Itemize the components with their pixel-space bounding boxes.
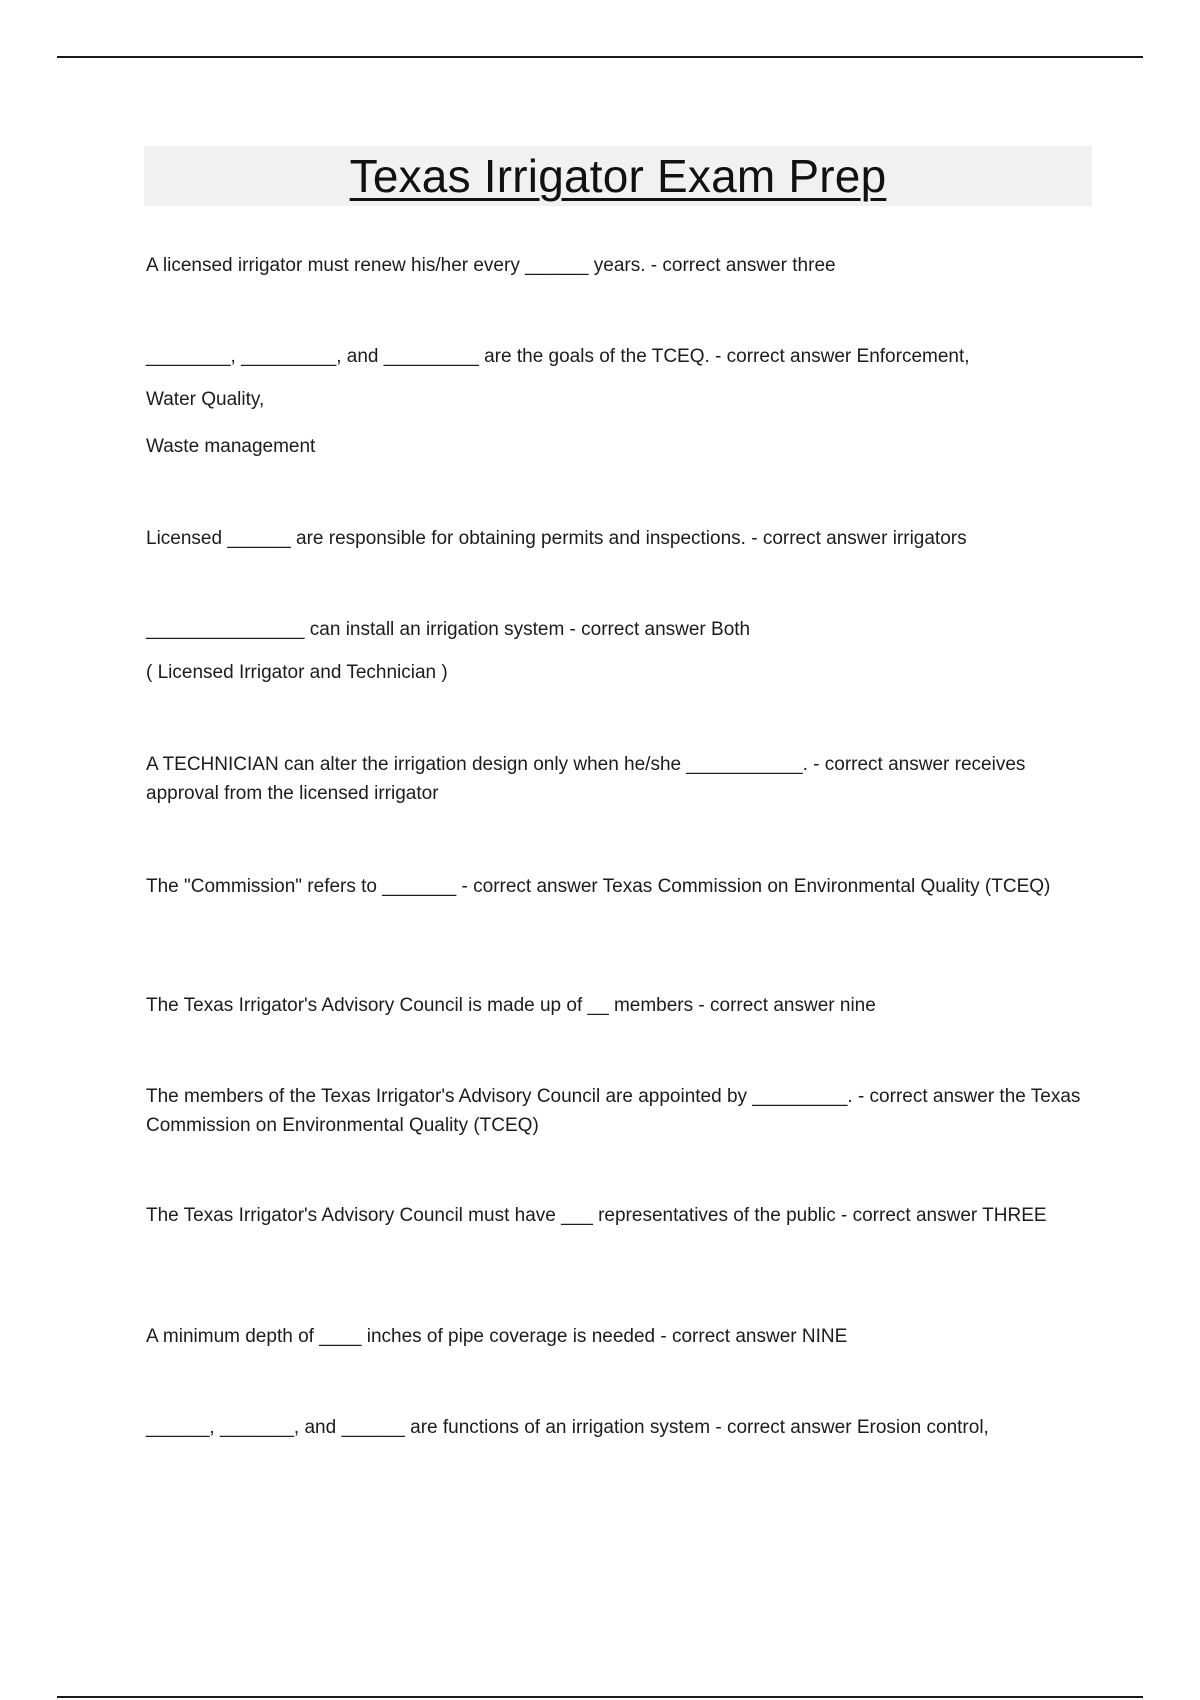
question-text: The "Commission" refers to _______ - correct answer Texas Commission on Environmental Quality (TCEQ) (146, 876, 1051, 897)
question-text: A licensed irrigator must renew his/her every ______ years. - correct answer three (146, 255, 836, 276)
question-2 (146, 342, 1096, 461)
question-7 (146, 991, 1096, 1020)
question-text: The members of the Texas Irrigator's Advisory Council are appointed by _________. - correct answer the Texas Commission on Environmental Quality (TCEQ) (146, 1086, 1081, 1136)
question-3 (146, 524, 1096, 553)
answer-continuation: Waste management (146, 436, 316, 457)
question-text: ______, _______, and ______ are functions of an irrigation system - correct answer Erosion control, (146, 1417, 989, 1438)
question-4 (146, 615, 1096, 687)
question-text: ________, _________, and _________ are the goals of the TCEQ. - correct answer Enforcement, (146, 346, 970, 367)
question-text: Licensed ______ are responsible for obtaining permits and inspections. - correct answer irrigators (146, 528, 967, 549)
question-11 (146, 1413, 1096, 1442)
answer-continuation: ( Licensed Irrigator and Technician ) (146, 662, 448, 683)
question-text: A minimum depth of ____ inches of pipe coverage is needed - correct answer NINE (146, 1326, 848, 1347)
bottom-rule (57, 1696, 1143, 1698)
question-5 (146, 750, 1096, 808)
question-text: The Texas Irrigator's Advisory Council is made up of __ members - correct answer nine (146, 995, 876, 1016)
question-10 (146, 1322, 1096, 1351)
title-band (144, 146, 1092, 206)
top-rule (57, 56, 1143, 58)
question-text: _______________ can install an irrigation system - correct answer Both (146, 619, 751, 640)
question-1 (146, 251, 1096, 280)
question-text: The Texas Irrigator's Advisory Council must have ___ representatives of the public - correct answer THREE (146, 1205, 1047, 1226)
question-8 (146, 1082, 1096, 1140)
answer-continuation: Water Quality, (146, 389, 265, 410)
page-title: Texas Irrigator Exam Prep (349, 150, 887, 202)
question-6 (146, 872, 1096, 901)
question-text: A TECHNICIAN can alter the irrigation design only when he/she ___________. - correct answer receives approval from the licensed irrigator (146, 754, 1026, 804)
question-9 (146, 1201, 1096, 1230)
